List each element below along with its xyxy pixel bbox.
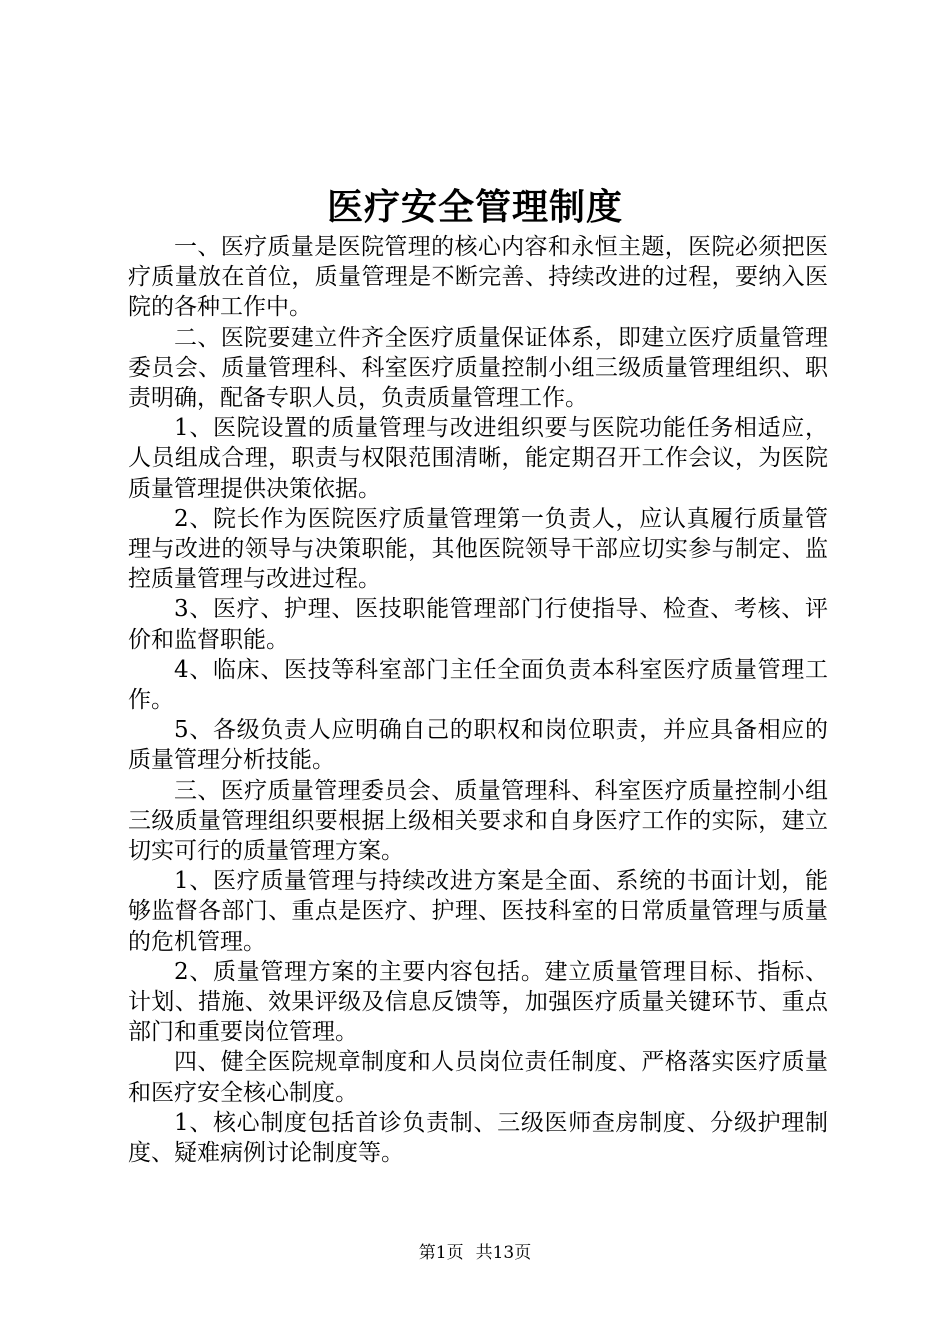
paragraph-5: 3、医疗、护理、医技职能管理部门行使指导、检查、考核、评价和监督职能。 bbox=[128, 596, 828, 653]
paragraph-1: 一、医疗质量是医院管理的核心内容和永恒主题，医院必须把医疗质量放在首位，质量管理是不断完善、持续改进的过程，要纳入医院的各种工作中。 bbox=[128, 234, 828, 321]
paragraph-10: 2、质量管理方案的主要内容包括。建立质量管理目标、指标、计划、措施、效果评级及信息反馈等，加强医疗质量关键环节、重点部门和重要岗位管理。 bbox=[128, 958, 828, 1046]
document-title: 医疗安全管理制度 bbox=[326, 186, 623, 228]
paragraph-11: 四、健全医院规章制度和人员岗位责任制度、严格落实医疗质量和医疗安全核心制度。 bbox=[128, 1049, 828, 1106]
paragraph-2: 二、医院要建立件齐全医疗质量保证体系，即建立医疗质量管理委员会、质量管理科、科室医疗质量控制小组三级质量管理组织、职责明确，配备专职人员，负责质量管理工作。 bbox=[128, 324, 828, 412]
page-total: 共13页 bbox=[475, 1243, 532, 1263]
page-number: 第1页 bbox=[418, 1243, 464, 1263]
paragraph-12: 1、核心制度包括首诊负责制、三级医师查房制度、分级护理制度、疑难病例讨论制度等。 bbox=[128, 1109, 828, 1167]
paragraph-6: 4、临床、医技等科室部门主任全面负责本科室医疗质量管理工作。 bbox=[128, 656, 828, 714]
paragraph-9: 1、医疗质量管理与持续改进方案是全面、系统的书面计划，能够监督各部门、重点是医疗、护理、医技科室的日常质量管理与质量的危机管理。 bbox=[128, 868, 828, 955]
paragraph-3: 1、医院设置的质量管理与改进组织要与医院功能任务相适应，人员组成合理，职责与权限范围清晰，能定期召开工作会议，为医院质量管理提供决策依据。 bbox=[128, 415, 828, 502]
document-body bbox=[128, 232, 828, 1168]
page-footer bbox=[0, 1241, 950, 1265]
paragraph-8: 三、医疗质量管理委员会、质量管理科、科室医疗质量控制小组三级质量管理组织要根据上级相关要求和自身医疗工作的实际，建立切实可行的质量管理方案。 bbox=[128, 777, 828, 865]
paragraph-7: 5、各级负责人应明确自己的职权和岗位职责，并应具备相应的质量管理分析技能。 bbox=[128, 717, 828, 774]
paragraph-4: 2、院长作为医院医疗质量管理第一负责人，应认真履行质量管理与改进的领导与决策职能，其他医院领导干部应切实参与制定、监控质量管理与改进过程。 bbox=[128, 505, 828, 593]
